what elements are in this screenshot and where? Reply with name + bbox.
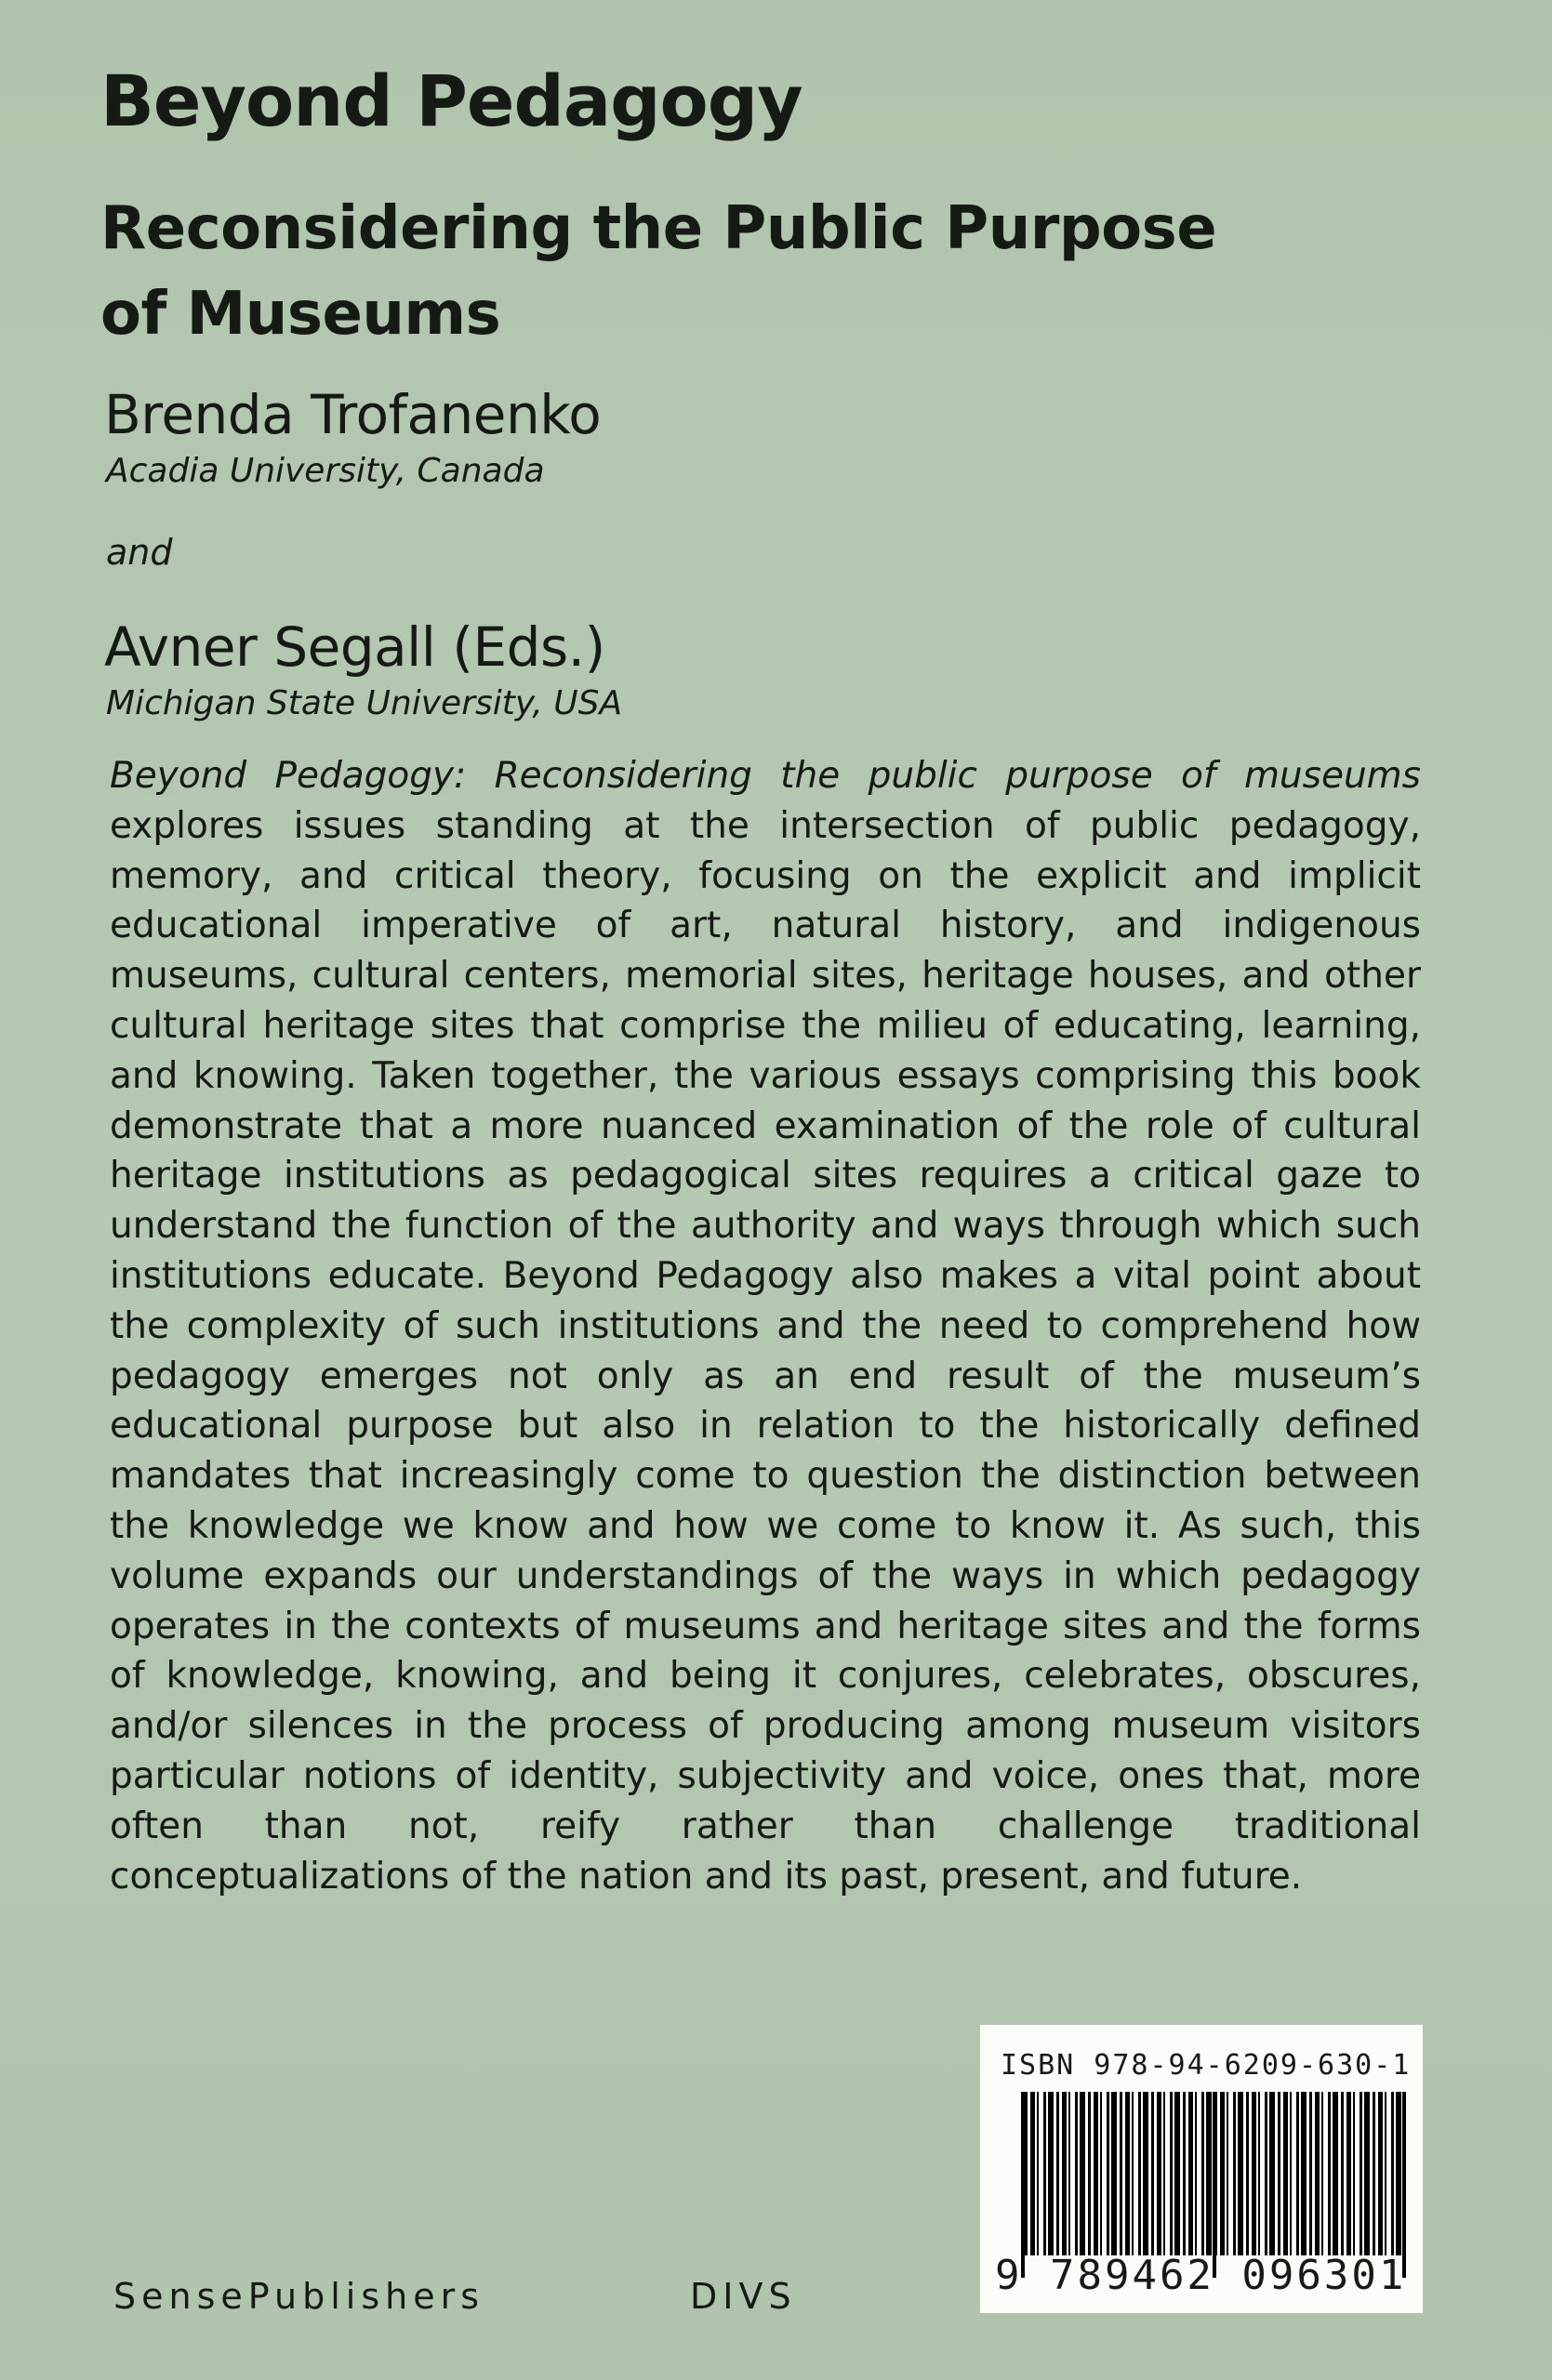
editor-name-2: Avner Segall (Eds.) (104, 615, 605, 679)
editor-affiliation-1: Acadia University, Canada (106, 452, 545, 490)
book-subtitle: Reconsidering the Public Purpose of Museums (100, 194, 1217, 349)
editor-affiliation-2: Michigan State University, USA (106, 684, 623, 722)
editors-conjunction: and (106, 532, 173, 573)
editor-name-1: Brenda Trofanenko (104, 383, 602, 446)
barcode-guard-left (1021, 2092, 1025, 2278)
book-description (110, 751, 1421, 1901)
isbn-barcode (980, 2025, 1423, 2313)
barcode-guard-right (1402, 2092, 1406, 2278)
series-name: DIVS (690, 2276, 797, 2317)
description-body: explores issues standing at the intersection of public pedagogy, memory, and critical theory, focusing on the explicit and implicit educational imperative of art, natural history, and indigenous museums, cultural centers, memorial sites, heritage houses, and other cultural heritage sites that comprise the milieu of educating, learning, and knowing. Taken together, the various essays comprising this book demonstrate that a more nuanced examination of the role of cultural heritage institutions as pedagogical sites requires a critical gaze to understand the function of the authority and ways through which such institutions educate. Beyond Pedagogy also makes a vital point about the complexity of such institutions and the need to comprehend how pedagogy emerges not only as an end result of the museum’s educational purpose but also in relation to the historically defined mandates that increasingly come to question the distinction between the knowledge we know and how we come to know it. As such, this volume expands our understandings of the ways in which pedagogy operates in the contexts of museums and heritage sites and the forms of knowledge, knowing, and being it conjures, celebrates, obscures, and/or silences in the process of producing among museum visitors particular notions of identity, subjectivity and voice, ones that, more often than not, reify rather than challenge traditional conceptualizations of the nation and its past, present, and future. (110, 804, 1421, 1897)
barcode-digits: 9 789462 096301 (995, 2252, 1407, 2299)
book-title: Beyond Pedagogy (100, 60, 803, 142)
publisher-name: SensePublishers (113, 2276, 485, 2317)
description-lead-title: Beyond Pedagogy: Reconsidering the public purpose of museums (110, 755, 1421, 797)
barcode-guard-center (1213, 2092, 1216, 2278)
isbn-label: ISBN 978-94-6209-630-1 (1001, 2049, 1412, 2082)
